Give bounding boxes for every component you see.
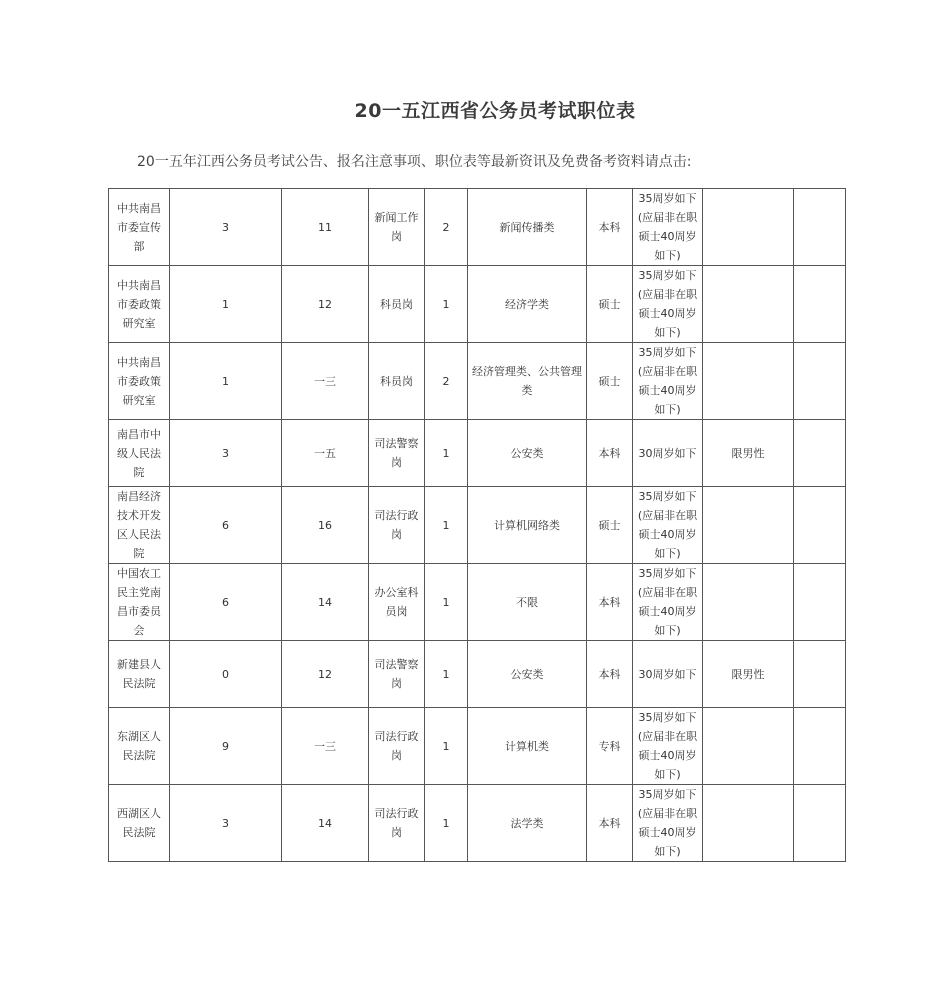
count-cell: 1 [425,564,468,641]
other-requirement-cell [703,266,794,343]
table-row [109,564,846,641]
other-requirement-cell [703,487,794,564]
education-cell: 本科 [587,641,633,708]
department-cell: 西湖区人民法院 [109,785,170,862]
education-cell: 硕士 [587,343,633,420]
note-cell [794,189,846,266]
age-cell: 35周岁如下(应届非在职硕士40周岁如下) [633,343,703,420]
cell-col2: 1 [170,343,282,420]
other-requirement-cell: 限男性 [703,420,794,487]
department-cell: 中共南昌市委政策研究室 [109,266,170,343]
education-cell: 本科 [587,564,633,641]
position-cell: 司法行政岗 [369,708,425,785]
table-row [109,266,846,343]
major-cell: 经济学类 [468,266,587,343]
department-cell: 中共南昌市委宣传部 [109,189,170,266]
cell-col3: 一三 [282,343,369,420]
cell-col3: 16 [282,487,369,564]
note-cell [794,487,846,564]
other-requirement-cell [703,343,794,420]
table-row [109,343,846,420]
page-subtitle: 20一五年江西公务员考试公告、报名注意事项、职位表等最新资讯及免费备考资料请点击: [137,154,692,170]
age-cell: 30周岁如下 [633,420,703,487]
department-cell: 中国农工民主党南昌市委员会 [109,564,170,641]
major-cell: 计算机网络类 [468,487,587,564]
cell-col3: 14 [282,785,369,862]
cell-col2: 6 [170,564,282,641]
major-cell: 法学类 [468,785,587,862]
table-row [109,641,846,708]
cell-col3: 14 [282,564,369,641]
count-cell: 1 [425,708,468,785]
table-row [109,487,846,564]
cell-col2: 1 [170,266,282,343]
age-cell: 35周岁如下(应届非在职硕士40周岁如下) [633,266,703,343]
note-cell [794,266,846,343]
education-cell: 本科 [587,785,633,862]
position-cell: 司法行政岗 [369,785,425,862]
age-cell: 35周岁如下(应届非在职硕士40周岁如下) [633,708,703,785]
other-requirement-cell [703,564,794,641]
age-cell: 35周岁如下(应届非在职硕士40周岁如下) [633,487,703,564]
cell-col2: 3 [170,420,282,487]
cell-col3: 一三 [282,708,369,785]
department-cell: 中共南昌市委政策研究室 [109,343,170,420]
position-cell: 新闻工作岗 [369,189,425,266]
note-cell [794,641,846,708]
education-cell: 本科 [587,420,633,487]
major-cell: 公安类 [468,641,587,708]
cell-col3: 一五 [282,420,369,487]
note-cell [794,564,846,641]
page-title: 20一五江西省公务员考试职位表 [354,100,636,122]
positions-table [108,188,846,862]
cell-col2: 3 [170,189,282,266]
department-cell: 南昌经济技术开发区人民法院 [109,487,170,564]
position-cell: 科员岗 [369,343,425,420]
note-cell [794,420,846,487]
cell-col3: 12 [282,266,369,343]
other-requirement-cell [703,189,794,266]
count-cell: 1 [425,487,468,564]
cell-col2: 9 [170,708,282,785]
age-cell: 35周岁如下(应届非在职硕士40周岁如下) [633,564,703,641]
education-cell: 硕士 [587,487,633,564]
count-cell: 1 [425,785,468,862]
table-row [109,708,846,785]
cell-col2: 0 [170,641,282,708]
other-requirement-cell: 限男性 [703,641,794,708]
department-cell: 南昌市中级人民法院 [109,420,170,487]
education-cell: 硕士 [587,266,633,343]
education-cell: 专科 [587,708,633,785]
age-cell: 35周岁如下(应届非在职硕士40周岁如下) [633,189,703,266]
table-row [109,785,846,862]
position-cell: 办公室科员岗 [369,564,425,641]
other-requirement-cell [703,785,794,862]
major-cell: 计算机类 [468,708,587,785]
count-cell: 1 [425,420,468,487]
age-cell: 35周岁如下(应届非在职硕士40周岁如下) [633,785,703,862]
education-cell: 本科 [587,189,633,266]
department-cell: 东湖区人民法院 [109,708,170,785]
age-cell: 30周岁如下 [633,641,703,708]
note-cell [794,708,846,785]
note-cell [794,343,846,420]
major-cell: 经济管理类、公共管理类 [468,343,587,420]
count-cell: 1 [425,266,468,343]
cell-col3: 12 [282,641,369,708]
position-cell: 司法警察岗 [369,641,425,708]
position-cell: 科员岗 [369,266,425,343]
table-row [109,189,846,266]
department-cell: 新建县人民法院 [109,641,170,708]
count-cell: 2 [425,343,468,420]
table-row [109,420,846,487]
major-cell: 公安类 [468,420,587,487]
cell-col2: 6 [170,487,282,564]
position-cell: 司法行政岗 [369,487,425,564]
major-cell: 新闻传播类 [468,189,587,266]
count-cell: 2 [425,189,468,266]
other-requirement-cell [703,708,794,785]
position-cell: 司法警察岗 [369,420,425,487]
note-cell [794,785,846,862]
cell-col3: 11 [282,189,369,266]
count-cell: 1 [425,641,468,708]
cell-col2: 3 [170,785,282,862]
major-cell: 不限 [468,564,587,641]
